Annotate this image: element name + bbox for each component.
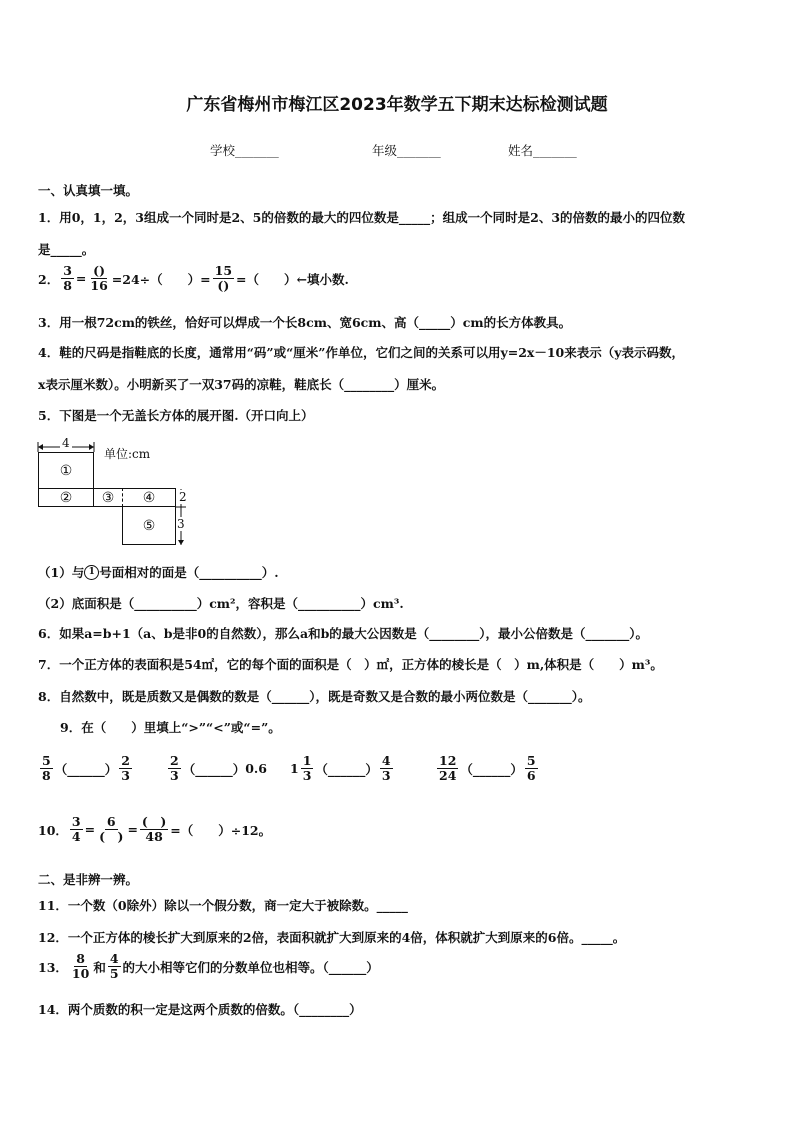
fraction <box>140 815 168 845</box>
fraction <box>108 952 121 982</box>
numerator: 3 <box>71 814 81 829</box>
name-field: 姓名_______ <box>508 143 577 158</box>
q9-item-3 <box>290 754 395 784</box>
fraction <box>97 815 125 845</box>
question-5-1 <box>38 563 279 581</box>
circled-number: 1 <box>84 565 99 580</box>
question-4-line1: 4．鞋的尺码是指鞋底的长度，通常用“码”或“厘米”作单位，它们之间的关系可以用y=2x－10来表示（y表示码数， <box>38 345 685 360</box>
denominator: 24 <box>439 768 457 784</box>
question-14: 14．两个质数的积一定是这两个质数的倍数。（________） <box>38 1002 362 1017</box>
numerator: 3 <box>63 263 72 278</box>
denominator: 48 <box>145 829 163 845</box>
question-3: 3．用一根72cm的铁丝，恰好可以焊成一个长8cm、宽6cm、高（_____）cm的长方体教具。 <box>38 315 572 330</box>
fraction <box>70 952 91 982</box>
face-4: ④ <box>122 488 176 507</box>
numerator: 15 <box>214 263 233 278</box>
q2-fraction-1 <box>61 264 74 294</box>
q9-item-2 <box>166 754 267 784</box>
q5-1-prefix: （1）与 <box>38 565 85 580</box>
q13-number: 13． <box>38 959 68 975</box>
fraction <box>119 754 132 784</box>
question-8: 8．自然数中，既是质数又是偶数的数是（______），既是奇数又是合数的最小两位数是（_______）。 <box>38 689 591 704</box>
fraction <box>301 754 314 784</box>
denominator: 5 <box>109 966 119 982</box>
denominator: 16 <box>90 278 108 294</box>
q10-number: 10． <box>38 822 68 838</box>
face-2: ② <box>38 488 94 507</box>
fraction <box>525 754 538 784</box>
question-13 <box>38 952 379 982</box>
denominator: 8 <box>63 278 72 294</box>
unit-label: 单位:cm <box>104 447 151 461</box>
question-5-2: （2）底面积是（__________）cm²，容积是（__________）cm³. <box>38 596 404 611</box>
face-1: ① <box>38 452 94 489</box>
q9-item-1 <box>38 754 134 784</box>
section2-heading: 二、是非辨一辨。 <box>38 872 139 887</box>
fraction <box>380 754 393 784</box>
fraction <box>437 754 458 784</box>
numerator: 2 <box>170 753 179 768</box>
numerator: 1 <box>302 753 312 768</box>
denominator: () <box>217 278 230 294</box>
numerator: ( ) <box>141 814 167 829</box>
question-2 <box>38 264 349 294</box>
question-10 <box>38 815 271 845</box>
question-4-line2: x表示厘米数）。小明新买了一双37码的凉鞋，鞋底长（________）厘米。 <box>38 377 445 392</box>
face-3: ③ <box>93 488 123 507</box>
q2-fraction-3 <box>213 264 234 294</box>
box-net-figure <box>36 436 196 550</box>
page-title: 广东省梅州市梅江区2023年数学五下期末达标检测试题 <box>186 95 608 115</box>
equals: = <box>127 822 138 838</box>
denominator: 3 <box>381 768 391 784</box>
denominator: 3 <box>302 768 312 784</box>
school-field: 学校_______ <box>210 143 279 158</box>
question-5: 5．下图是一个无盖长方体的展开图.（开口向上） <box>38 408 314 423</box>
numerator: 4 <box>109 951 119 966</box>
q13-tail: 的大小相等它们的分数单位也相等。（______） <box>122 959 379 975</box>
whole-part: 1 <box>290 761 299 777</box>
denominator: ( ) <box>99 829 124 845</box>
denominator: 3 <box>121 768 130 784</box>
numerator: 12 <box>439 753 457 768</box>
numerator: 4 <box>381 753 391 768</box>
question-11: 11．一个数（0除外）除以一个假分数，商一定大于被除数。_____ <box>38 898 408 913</box>
numerator: () <box>93 263 106 278</box>
numerator: 6 <box>106 814 116 829</box>
question-7: 7．一个正方体的表面积是54㎡，它的每个面的面积是（ ）㎡，正方体的棱长是（ ）m,体积是（ ）m³。 <box>38 657 663 672</box>
q2-tail: =（ ）←填小数. <box>236 271 349 287</box>
numerator: 5 <box>526 753 536 768</box>
grade-field: 年级_______ <box>372 143 441 158</box>
q10-tail: =（ ）÷12。 <box>170 822 272 838</box>
denominator: 8 <box>42 768 51 784</box>
numerator: 8 <box>76 951 85 966</box>
compare-blank: （______） <box>460 761 523 777</box>
compare-blank: （______） <box>182 761 246 777</box>
mixed-number <box>290 754 315 784</box>
fraction <box>168 754 181 784</box>
q2-number: 2． <box>38 271 60 287</box>
q2-fraction-2 <box>88 264 109 294</box>
question-6: 6．如果a=b+1（a、b是非0的自然数），那么a和b的最大公因数是（________），最小公倍数是（_______）。 <box>38 626 649 641</box>
question-9: 9．在（ ）里填上“>”“<”或“=”。 <box>60 720 281 735</box>
question-1-line2: 是_____。 <box>38 242 95 257</box>
decimal-value: 0.6 <box>245 761 267 777</box>
section1-heading: 一、认真填一填。 <box>38 183 139 198</box>
equals: = <box>84 822 96 838</box>
dim-right-bottom-label: 3 <box>177 517 185 531</box>
dim-top-label: 4 <box>62 436 70 450</box>
compare-blank: （______） <box>315 761 378 777</box>
denominator: 10 <box>71 966 90 982</box>
numerator: 2 <box>121 753 130 768</box>
q9-item-4 <box>435 754 540 784</box>
dim-right-top-label: 2 <box>179 490 187 504</box>
fraction <box>40 754 53 784</box>
numerator: 5 <box>42 753 51 768</box>
q2-middle: =24÷（ ）= <box>111 271 211 287</box>
face-5: ⑤ <box>122 506 176 545</box>
question-1-line1: 1．用0，1，2，3组成一个同时是2、5的倍数的最大的四位数是_____；组成一个同时是2、3的倍数的最小的四位数 <box>38 210 686 225</box>
compare-blank: （______） <box>54 761 118 777</box>
denominator: 3 <box>170 768 179 784</box>
question-12: 12．一个正方体的棱长扩大到原来的2倍，表面积就扩大到原来的4倍，体积就扩大到原来的6倍。_____。 <box>38 930 626 945</box>
equals: = <box>75 271 87 287</box>
denominator: 6 <box>526 768 536 784</box>
denominator: 4 <box>71 829 81 845</box>
q5-1-suffix: 号面相对的面是（__________）. <box>99 565 279 580</box>
q13-and: 和 <box>93 959 106 975</box>
fraction <box>70 815 83 845</box>
